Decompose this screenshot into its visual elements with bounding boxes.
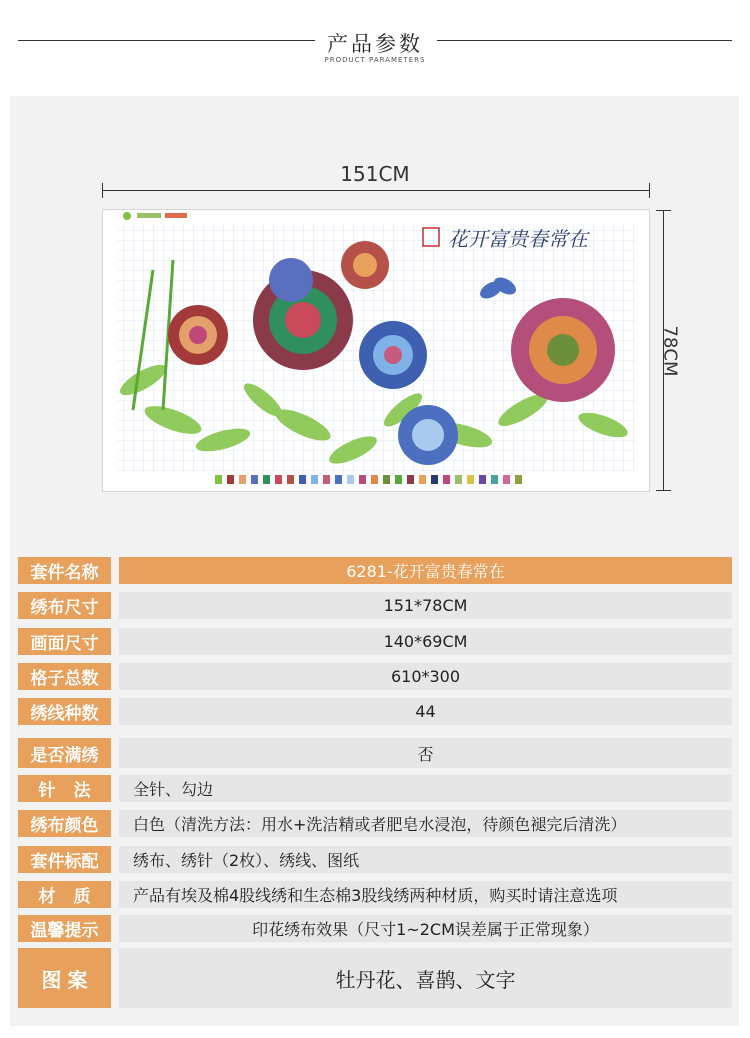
param-label: 套件名称 [18,557,111,584]
height-dimension-cap-top [656,210,671,211]
param-value: 151*78CM [119,592,732,619]
param-value: 44 [119,698,732,725]
width-dimension-cap-right [649,183,650,198]
param-row-material [18,881,732,908]
width-dimension-cap-left [102,183,103,198]
height-dimension-label: 78CM [659,325,681,377]
page-title: 产品参数 [327,32,423,56]
param-value: 绣布、绣针（2枚）、绣线、图纸 [119,846,732,873]
embroidery-cloth-image [102,209,650,492]
param-value: 全针、勾边 [119,775,732,802]
param-label: 画面尺寸 [18,628,111,655]
thread-color-legend [215,475,522,484]
param-value: 610*300 [119,663,732,690]
param-label: 套件标配 [18,846,111,873]
width-dimension-label: 151CM [340,162,410,186]
param-label: 绣线种数 [18,698,111,725]
calligraphy-title: 花开富贵春常在 [448,227,588,251]
peony-pattern-illustration [103,210,649,491]
param-label: 图案 [18,948,111,1008]
param-label: 是否满绣 [18,738,111,768]
param-label: 绣布尺寸 [18,592,111,619]
param-row-pattern [18,948,732,1008]
param-label: 材质 [18,881,111,908]
param-value: 6281-花开富贵春常在 [119,557,732,584]
param-label: 针法 [18,775,111,802]
param-row-grid-count [18,663,732,690]
param-row-tips [18,915,732,942]
height-dimension-cap-bottom [656,490,671,491]
param-row-kit-contents [18,846,732,873]
width-dimension-line [102,190,650,191]
param-value: 印花绣布效果（尺寸1~2CM误差属于正常现象） [119,915,732,942]
param-value: 产品有埃及棉4股线绣和生态棉3股线绣两种材质，购买时请注意选项 [119,881,732,908]
param-row-cloth-size [18,592,732,619]
param-row-kit-name [18,557,732,584]
param-value: 否 [119,738,732,768]
param-label: 绣布颜色 [18,810,111,837]
param-row-full-stitch [18,738,732,768]
param-row-cloth-color [18,810,732,837]
param-value: 白色（清洗方法：用水+洗洁精或者肥皂水浸泡，待颜色褪完后清洗） [119,810,732,837]
param-row-thread-types [18,698,732,725]
param-value: 牡丹花、喜鹊、文字 [119,948,732,1008]
page-subtitle: PRODUCT PARAMETERS [324,56,426,64]
param-row-stitch-method [18,775,732,802]
param-label: 格子总数 [18,663,111,690]
param-value: 140*69CM [119,628,732,655]
param-row-image-size [18,628,732,655]
param-label: 温馨提示 [18,915,111,942]
